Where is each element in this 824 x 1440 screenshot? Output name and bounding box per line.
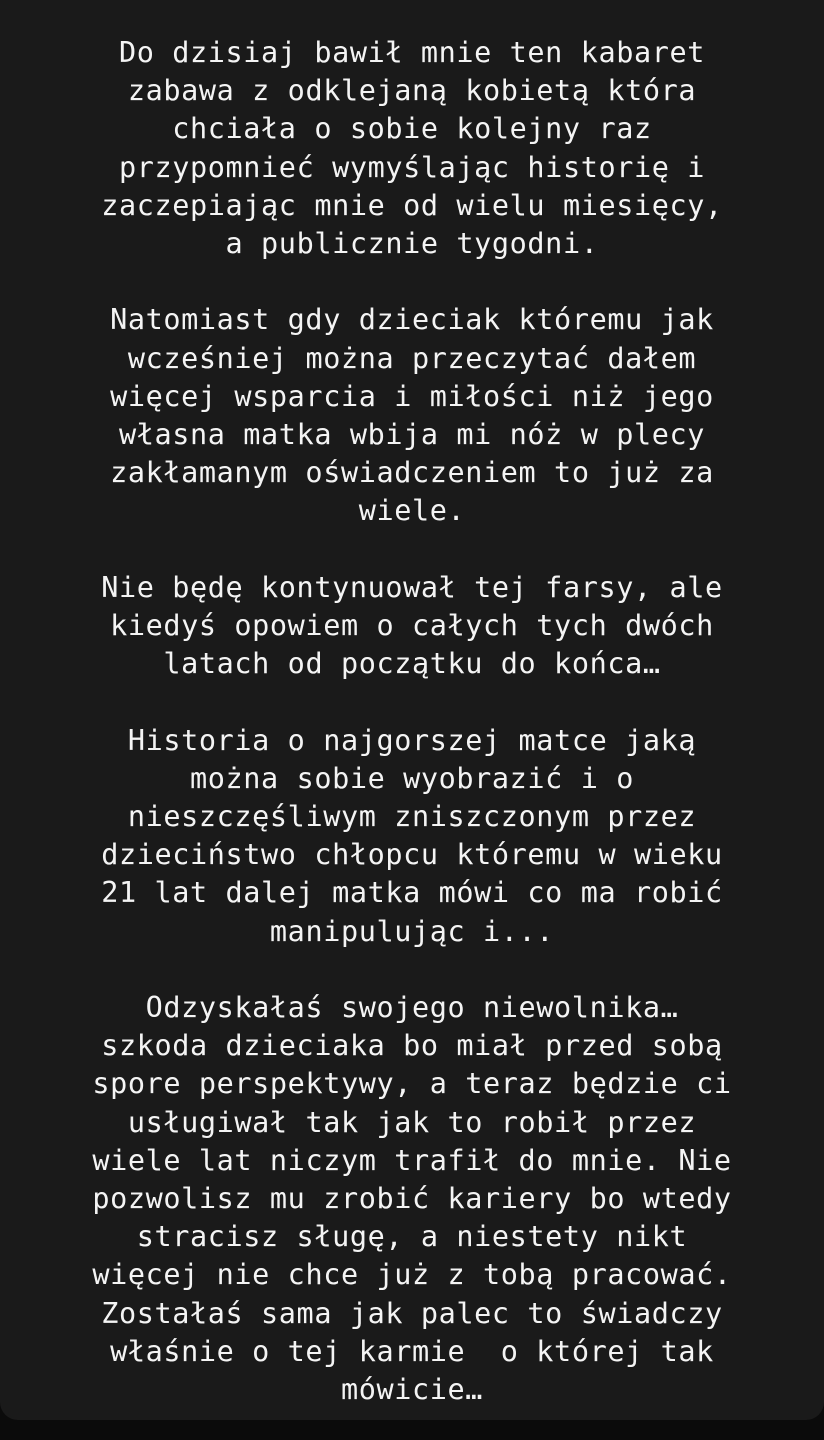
text-line: Odzyskałaś swojego niewolnika… xyxy=(145,991,679,1025)
text-line: mówicie… xyxy=(340,1373,484,1407)
text-line: pozwolisz mu zrobić kariery bo wtedy xyxy=(92,1182,732,1216)
paragraph-2 xyxy=(0,301,824,530)
text-line: własna matka wbija mi nóż w plecy xyxy=(118,418,706,452)
story-text xyxy=(0,34,824,1409)
text-line: usługiwał tak jak to robił przez xyxy=(127,1105,697,1139)
text-line: wcześniej można przeczytać dałem xyxy=(127,341,697,375)
text-line: wiele. xyxy=(358,494,466,528)
text-line: wiele lat niczym trafił do mnie. Nie xyxy=(92,1143,732,1177)
text-line: Nie będę kontynuował tej farsy, ale xyxy=(101,570,723,604)
text-line: Natomiast gdy dzieciak któremu jak xyxy=(110,303,714,337)
text-line: właśnie o tej karmie o której tak xyxy=(110,1334,714,1368)
text-line: Historia o najgorszej matce jaką xyxy=(127,723,697,757)
text-line: można sobie wyobrazić i o xyxy=(190,761,634,795)
paragraph-4 xyxy=(0,722,824,951)
text-line: spore perspektywy, a teraz będzie ci xyxy=(92,1067,732,1101)
text-line: Zostałaś sama jak palec to świadczy xyxy=(101,1296,723,1330)
text-line: zaczepiając mnie od wielu miesięcy, xyxy=(101,188,723,222)
text-line: nieszczęśliwym zniszczonym przez xyxy=(127,800,697,834)
text-line: zakłamanym oświadczeniem to już za xyxy=(110,456,714,490)
text-line: kiedyś opowiem o całych tych dwóch xyxy=(110,609,714,643)
text-line: szkoda dzieciaka bo miał przed sobą xyxy=(101,1029,723,1063)
text-line: 21 lat dalej matka mówi co ma robić xyxy=(101,876,723,910)
paragraph-1 xyxy=(0,34,824,263)
text-line: manipulując i... xyxy=(269,914,555,948)
text-line: latach od początku do końca… xyxy=(163,647,661,681)
text-line: zabawa z odklejaną kobietą która xyxy=(127,74,697,108)
text-line: więcej nie chce już z tobą pracować. xyxy=(92,1258,732,1292)
text-line: chciała o sobie kolejny raz xyxy=(172,112,652,146)
text-line: stracisz sługę, a niestety nikt xyxy=(136,1220,688,1254)
text-line: a publicznie tygodni. xyxy=(225,227,599,261)
text-line: przypomnieć wymyślając historię i xyxy=(118,150,706,184)
text-line: Do dzisiaj bawił mnie ten kabaret xyxy=(118,36,706,69)
paragraph-5 xyxy=(0,989,824,1409)
text-line: dzieciństwo chłopcu któremu w wieku xyxy=(101,838,723,872)
paragraph-3 xyxy=(0,569,824,684)
text-line: więcej wsparcia i miłości niż jego xyxy=(110,379,714,413)
